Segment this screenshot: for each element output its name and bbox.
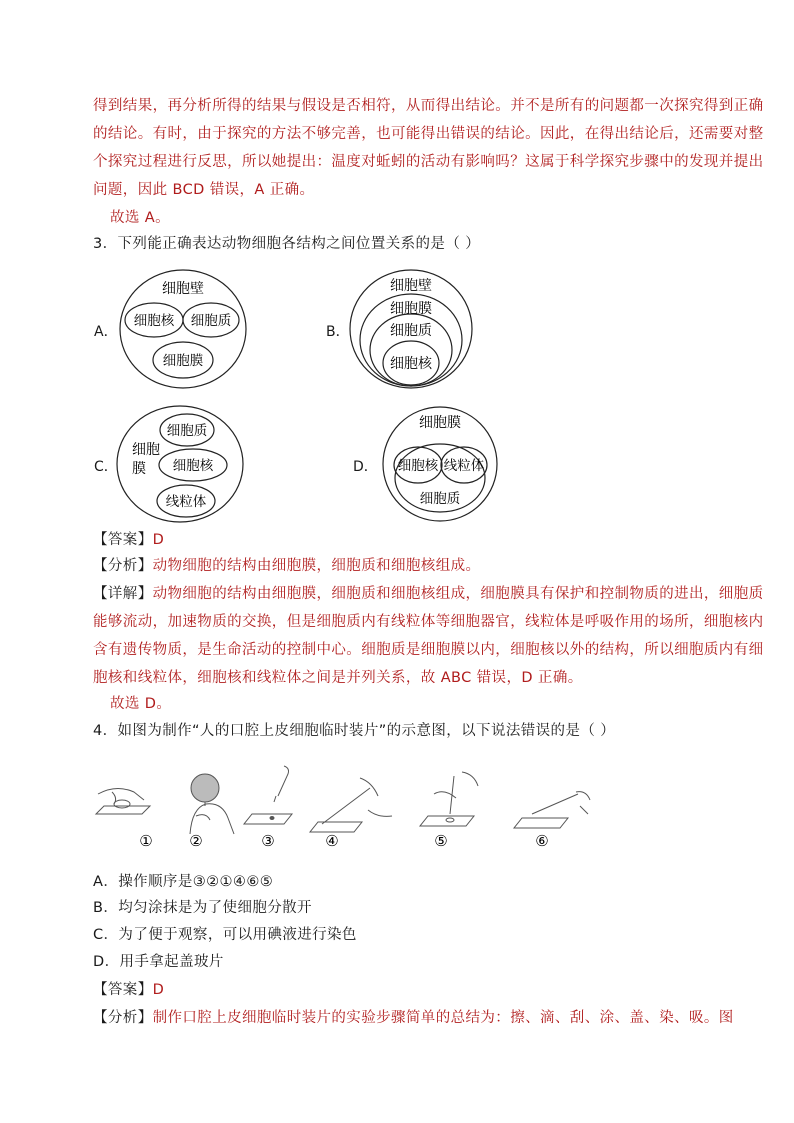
q3-detail-line-1 — [93, 584, 764, 604]
q3-option-c-label: C． — [94, 459, 118, 475]
q4-answer-value: D — [152, 982, 165, 998]
q3-c-nucleus-text: 细胞核 — [172, 458, 214, 474]
step-4-toothpick-illustration — [310, 778, 392, 832]
q3-diagram-a — [118, 268, 248, 390]
q3-b-membrane-text: 细胞膜 — [390, 301, 432, 317]
q3-answer-value: D — [152, 532, 165, 548]
q4-stem: 4．如图为制作“人的口腔上皮细胞临时装片”的示意图，以下说法错误的是（ ） — [93, 723, 616, 739]
step-6-label: ⑥ — [535, 832, 549, 850]
q3-d-mitochondria-text: 线粒体 — [443, 458, 485, 474]
step-1-wipe-illustration — [96, 788, 150, 814]
q2-choose: 故选 A。 — [110, 210, 171, 226]
step-2-person-illustration — [190, 774, 234, 834]
q2-line-3: 个探究过程进行反思，所以她提出：温度对蚯蚓的活动有影响吗？这属于科学探究步骤中的发现并提出 — [93, 154, 764, 170]
q4-answer-tag: 【答案】 — [93, 982, 153, 998]
q3-option-b-label: B． — [326, 324, 350, 340]
q3-b-nucleus-text: 细胞核 — [390, 356, 432, 372]
q3-choose: 故选 D。 — [110, 696, 172, 712]
q3-c-mitochondria-text: 线粒体 — [165, 494, 207, 510]
q3-answer — [93, 530, 164, 550]
q3-analysis — [93, 556, 480, 576]
q3-c-membrane-text-2: 膜 — [132, 461, 146, 477]
q3-analysis-text: 动物细胞的结构由细胞膜，细胞质和细胞核组成。 — [152, 558, 481, 574]
q3-stem: 3．下列能正确表达动物细胞各结构之间位置关系的是（ ） — [93, 236, 481, 252]
step-6-stain-illustration — [514, 792, 590, 828]
step-3-label: ③ — [261, 832, 275, 850]
q3-a-membrane-text: 细胞膜 — [162, 353, 204, 369]
q3-c-membrane-text-1: 细胞 — [132, 442, 160, 458]
q3-diagram-d — [380, 404, 500, 524]
q3-option-d-label: D． — [353, 459, 378, 475]
step-3-dropper-illustration — [244, 766, 292, 824]
q3-b-cytoplasm-text: 细胞质 — [390, 323, 432, 339]
q3-a-cytoplasm-text: 细胞质 — [190, 313, 232, 329]
q4-analysis — [93, 1008, 734, 1028]
q3-detail-tag: 【详解】 — [93, 586, 153, 602]
step-4-label: ④ — [325, 832, 339, 850]
q2-line-2: 的结论。有时，由于探究的方法不够完善，也可能得出错误的结论。因此，在得出结论后，还需要对整 — [93, 126, 764, 142]
step-1-label: ① — [139, 832, 153, 850]
q4-analysis-text: 制作口腔上皮细胞临时装片的实验步骤简单的总结为：擦、滴、刮、涂、盖、染、吸。图 — [152, 1010, 734, 1026]
q4-option-a: A．操作顺序是③②①④⑥⑤ — [93, 874, 274, 890]
q3-c-cytoplasm-text: 细胞质 — [166, 423, 208, 439]
q4-option-d: D．用手拿起盖玻片 — [93, 954, 224, 970]
q4-answer — [93, 980, 164, 1000]
q3-d-cytoplasm-text: 细胞质 — [419, 491, 461, 507]
q3-option-a-label: A． — [94, 324, 118, 340]
q3-detail-line-4: 胞核和线粒体，细胞核和线粒体之间是并列关系，故 ABC 错误，D 正确。 — [93, 670, 583, 686]
q3-detail-line-2: 能够流动，加速物质的交换，但是细胞质内有线粒体等细胞器官，线粒体是呼吸作用的场所，细胞核内 — [93, 614, 764, 630]
q3-diagram-b — [348, 268, 474, 390]
step-2-label: ② — [189, 832, 203, 850]
step-5-coverslip-illustration — [420, 772, 478, 826]
q3-detail-text-1: 动物细胞的结构由细胞膜，细胞质和细胞核组成，细胞膜具有保护和控制物质的进出，细胞质 — [152, 586, 764, 602]
q4-option-c: C．为了便于观察，可以用碘液进行染色 — [93, 927, 357, 943]
q4-analysis-tag: 【分析】 — [93, 1010, 153, 1026]
q4-option-b: B．均匀涂抹是为了使细胞分散开 — [93, 900, 312, 916]
q3-a-nucleus-text: 细胞核 — [133, 313, 175, 329]
q4-procedure-figure — [92, 762, 602, 852]
step-5-label: ⑤ — [434, 832, 448, 850]
q3-d-nucleus-text: 细胞核 — [397, 458, 439, 474]
q2-line-4: 问题，因此 BCD 错误，A 正确。 — [93, 182, 315, 198]
q3-a-wall-text: 细胞壁 — [162, 281, 204, 297]
q3-analysis-tag: 【分析】 — [93, 558, 153, 574]
q2-line-1: 得到结果，再分析所得的结果与假设是否相符，从而得出结论。并不是所有的问题都一次探究得到正确 — [93, 98, 764, 114]
q3-b-wall-text: 细胞壁 — [390, 278, 432, 294]
q3-detail-line-3: 含有遗传物质，是生命活动的控制中心。细胞质是细胞膜以内，细胞核以外的结构，所以细胞质内有细 — [93, 642, 764, 658]
q3-diagram-c — [115, 404, 245, 524]
q3-d-membrane-text: 细胞膜 — [419, 415, 461, 431]
q3-answer-tag: 【答案】 — [93, 532, 153, 548]
